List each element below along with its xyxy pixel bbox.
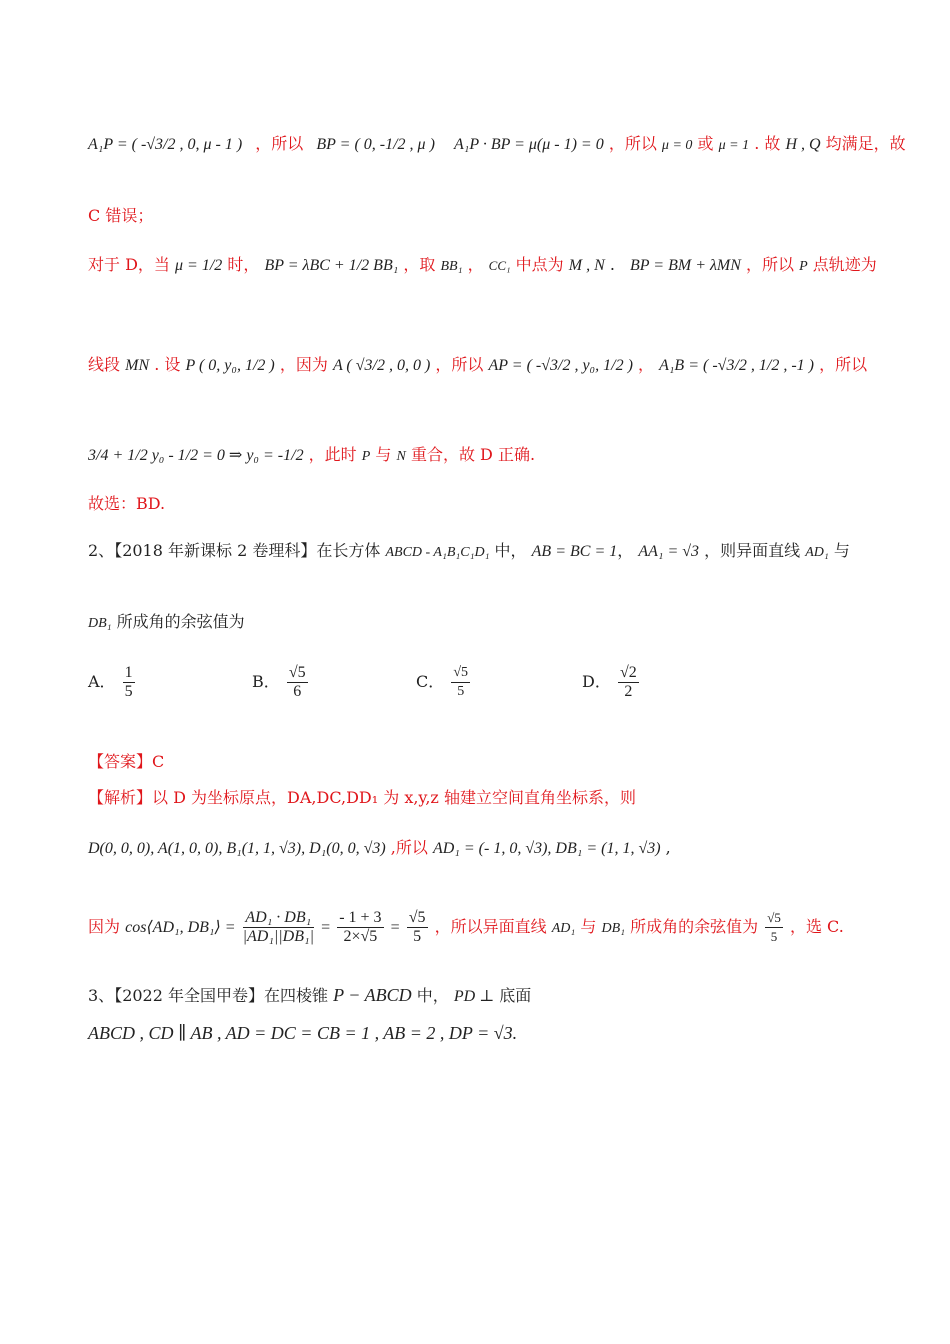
choice-a[interactable]: A． $\frac{1}{5}$ (88, 664, 133, 700)
line-3: 对于 D，当 μ = 1/2 时， BP = λBC + 1/2 BB₁ ，取 BB₁ ， CC₁ 中点为 M , N . BP = BM + λMN ，所以 P 点轨迹为 (88, 255, 877, 274)
q2-stem: 2、【2018 年新课标 2 卷理科】在长方体 ABCD - A₁B₁C₁D₁ 中， AB = BC = 1， AA₁ = √3 ，则异面直线 AD₁ 与 (88, 541, 850, 560)
line-4: 线段 MN . 设 P ( 0, y₀, 1/2 ) ，因为 A ( √3/2 , 0, 0 ) ，所以 AP = ( -√3/2 , y₀, 1/2 ) ， A₁B = ( -√3/2 , 1/2 , -1 ) ，所以 (88, 355, 868, 374)
cos-line: 因为 cos⟨AD₁, DB₁⟩ = $\frac{\text{AD₁ · DB₁}}{\text{|AD₁||DB₁|}}$ = $\frac{- 1 + 3}{2\times√5}$ = $\frac{√5}{5}$ ，所以异面直线 AD₁ 与 DB₁ 所成角的余弦值为 $\frac{√5}{5}$ ，选 C. (88, 909, 844, 945)
answer: 【答案】C (88, 752, 165, 771)
vector-bp: BP = ( 0, -1/2 , μ ) (316, 136, 435, 153)
vector-a1p: A₁P = ( -√3/2 , 0, μ - 1 ) (88, 136, 243, 153)
choice-c[interactable]: C． $\frac{√5}{5}$ (416, 665, 469, 699)
choice-b[interactable]: B． $\frac{√5}{6}$ (252, 664, 306, 700)
analysis: 【解析】以 D 为坐标原点，DA,DC,DD₁ 为 x,y,z 轴建立空间直角坐标系，则 (88, 788, 636, 807)
q3-conditions: ABCD , CD ∥ AB , AD = DC = CB = 1 , AB = 2 , DP = √3. (88, 1023, 518, 1043)
line-1: A₁P = ( -√3/2 , 0, μ - 1 ) ，所以 BP = ( 0, -1/2 , μ ) A₁P · BP = μ(μ - 1) = 0 ，所以 μ = 0 或 μ = 1 . 故 H , Q 均满足，故 (88, 134, 906, 153)
q3-stem: 3、【2022 年全国甲卷】在四棱锥 P − ABCD 中， PD ⊥ 底面 (88, 985, 532, 1005)
coords-line: D(0, 0, 0), A(1, 0, 0), B₁(1, 1, √3), D₁(0, 0, √3) ,所以 AD₁ = (- 1, 0, √3), DB₁ = (1, 1, √3) , (88, 838, 671, 857)
dot-product: A₁P · BP = μ(μ - 1) = 0 (454, 136, 604, 153)
q2-stem-2: DB₁ 所成角的余弦值为 (88, 612, 245, 631)
line-2: C 错误； (88, 206, 154, 225)
choice-d[interactable]: D． $\frac{√2}{2}$ (582, 664, 637, 700)
line-5: 3/4 + 1/2 y₀ - 1/2 = 0 ⇒ y₀ = -1/2 ，此时 P 与 N 重合，故 D 正确. (88, 445, 536, 464)
line-6: 故选：BD. (88, 494, 166, 513)
